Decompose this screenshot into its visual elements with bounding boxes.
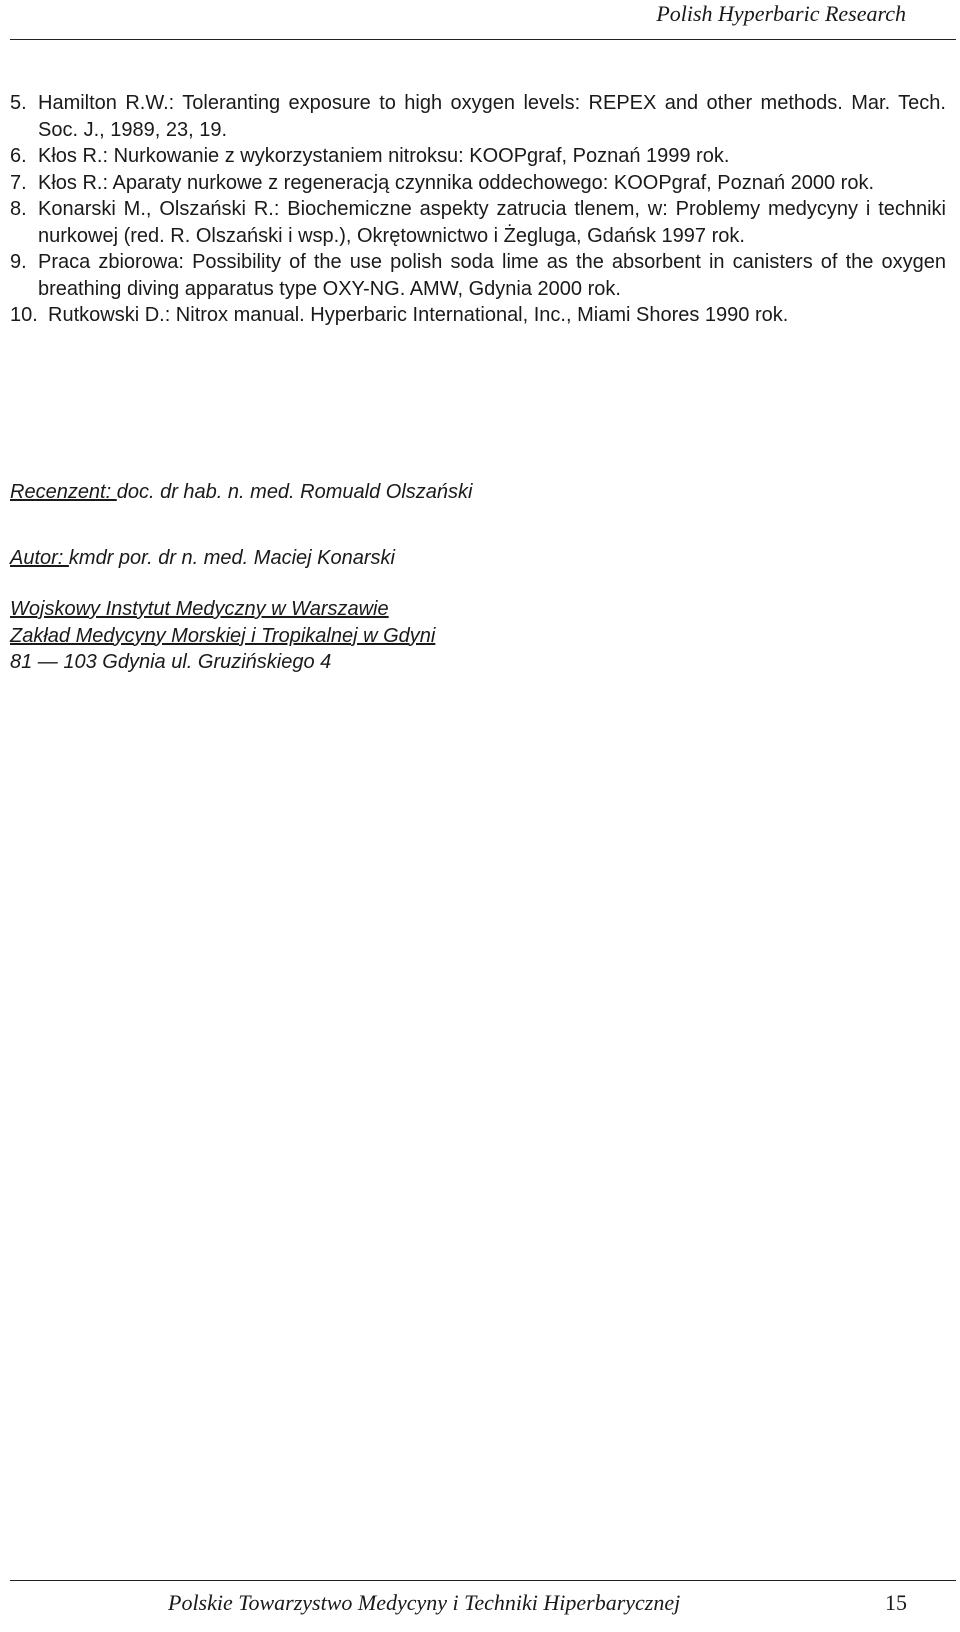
reference-number: 10. [10,304,38,326]
author-line [10,545,946,572]
reference-item [10,170,946,197]
reference-item [10,302,946,329]
reference-text: Kłos R.: Nurkowanie z wykorzystaniem nitroksu: KOOPgraf, Poznań 1999 rok. [38,145,730,167]
author-name: kmdr por. dr n. med. Maciej Konarski [68,547,395,569]
reference-number: 5. [10,92,27,114]
reference-text: Kłos R.: Aparaty nurkowe z regeneracją czynnika oddechowego: KOOPgraf, Poznań 2000 rok. [38,171,875,194]
reference-number: 8. [10,198,27,220]
reference-number: 9. [10,251,27,273]
reviewer-line [10,479,946,506]
page-number: 15 [885,1590,907,1615]
reference-text: Konarski M., Olszański R.: Biochemiczne aspekty zatrucia tlenem, w: Problemy medycyny i techniki nurkowej (red. R. Olszański i wsp.), Okrętownictwo i Żegluga, Gdańsk 1997 rok. [38,198,946,247]
footer-society: Polskie Towarzystwo Medycyny i Techniki Hiperbarycznej [168,1590,681,1615]
journal-title: Polish Hyperbaric Research [656,1,906,26]
page-footer [0,1580,960,1632]
affiliation-block [10,596,946,676]
affiliation-department: Zakład Medycyny Morskiej i Tropikalnej w Gdyni [10,624,436,647]
reference-text: Rutkowski D.: Nitrox manual. Hyperbaric International, Inc., Miami Shores 1990 rok. [48,304,789,326]
reference-text: Hamilton R.W.: Toleranting exposure to high oxygen levels: REPEX and other methods. Mar. Tech. Soc. J., 1989, 23, 19. [38,92,946,141]
author-label: Autor: [10,547,69,569]
affiliation-address: 81 — 103 Gdynia ul. Gruzińskiego 4 [10,651,332,673]
header-divider [10,39,956,40]
reviewer-name: doc. dr hab. n. med. Romuald Olszański [116,481,473,503]
page-header [0,0,960,60]
reference-item [10,249,946,302]
reference-text: Praca zbiorowa: Possibility of the use polish soda lime as the absorbent in canisters of the oxygen breathing diving apparatus type OXY-NG. AMW, Gdynia 2000 rok. [38,251,946,300]
reference-list [10,90,946,329]
reference-number: 6. [10,145,27,167]
reference-item [10,90,946,143]
reference-item [10,196,946,249]
affiliation-institute: Wojskowy Instytut Medyczny w Warszawie [10,598,389,620]
footer-divider [10,1580,956,1581]
reviewer-label: Recenzent: [10,481,117,503]
reference-item [10,143,946,170]
reference-number: 7. [10,171,27,194]
